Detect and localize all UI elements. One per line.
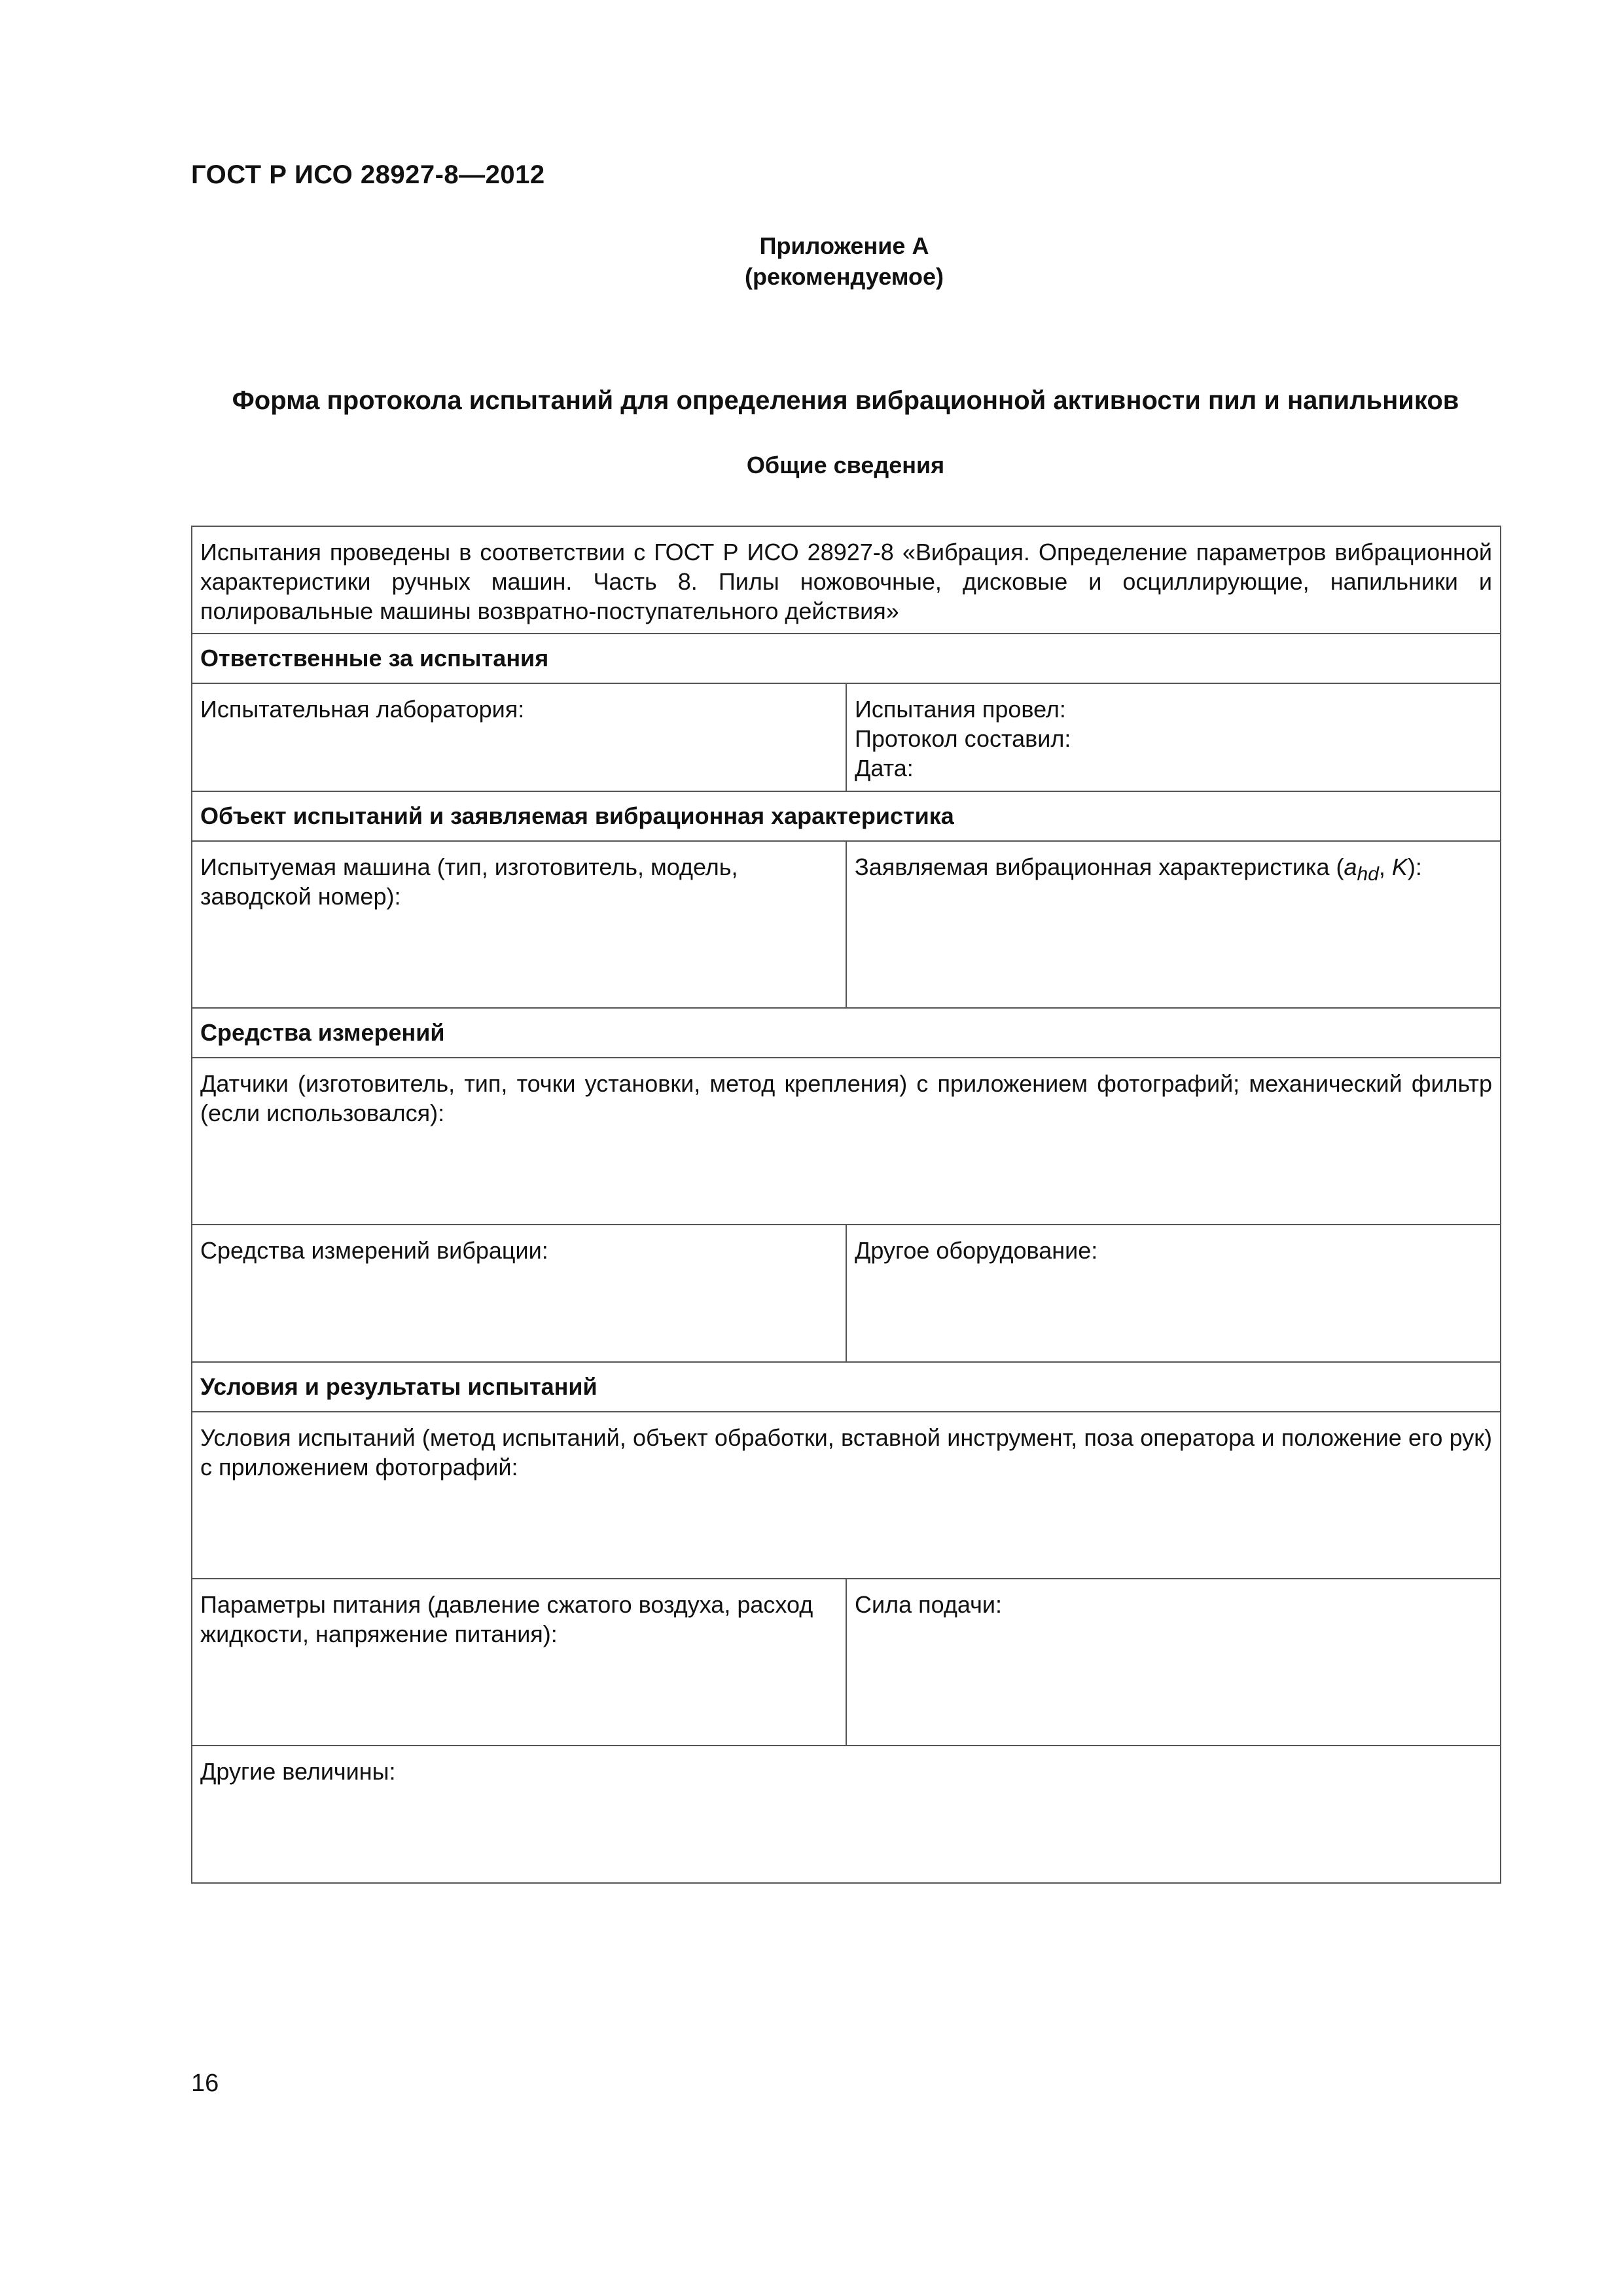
intro-cell: Испытания проведены в соответствии с ГОСТ Р ИСО 28927-8 «Вибрация. Определение параметров вибрационной характеристики ручных машин. Часть 8. Пилы ножовочные, дисковые и осциллирующие, напильники и полировальные машины возвратно-поступательного действия» bbox=[192, 526, 1501, 634]
machine-field[interactable]: Испытуемая машина (тип, изготовитель, модель, заводской номер): bbox=[192, 841, 846, 1008]
other-equipment-field[interactable]: Другое оборудование: bbox=[846, 1225, 1501, 1362]
declared-symbol-k: K bbox=[1391, 853, 1408, 880]
laboratory-field[interactable]: Испытательная лаборатория: bbox=[192, 683, 846, 791]
date-label: Дата: bbox=[855, 755, 914, 781]
feed-force-field[interactable]: Сила подачи: bbox=[846, 1579, 1501, 1746]
responsible-heading: Ответственные за испытания bbox=[192, 634, 1501, 683]
test-report-form-table bbox=[191, 526, 1501, 1884]
declared-characteristic-prefix: Заявляемая вибрационная характеристика ( bbox=[855, 853, 1344, 880]
form-title: Форма протокола испытаний для определения вибрационной активности пил и напильников bbox=[232, 386, 1459, 415]
declared-symbol-a: a bbox=[1344, 853, 1357, 880]
declared-characteristic-field[interactable] bbox=[846, 841, 1501, 1008]
instruments-heading: Средства измерений bbox=[192, 1008, 1501, 1058]
conditions-heading: Условия и результаты испытаний bbox=[192, 1362, 1501, 1412]
vibration-instruments-field[interactable]: Средства измерений вибрации: bbox=[192, 1225, 846, 1362]
report-by-label: Протокол составил: bbox=[855, 725, 1071, 752]
object-heading: Объект испытаний и заявляемая вибрационная характеристика bbox=[192, 791, 1501, 841]
page-number: 16 bbox=[191, 2070, 219, 2097]
annex-status-note: (рекомендуемое) bbox=[745, 263, 944, 290]
section-caption: Общие сведения bbox=[746, 452, 945, 478]
responsible-persons-field[interactable] bbox=[846, 683, 1501, 791]
annex-title: Приложение А bbox=[759, 232, 929, 259]
declared-separator: , bbox=[1378, 853, 1392, 880]
test-conditions-field[interactable]: Условия испытаний (метод испытаний, объект обработки, вставной инструмент, поза оператора и положение его рук) с приложением фотографий: bbox=[192, 1412, 1501, 1579]
other-values-field[interactable]: Другие величины: bbox=[192, 1746, 1501, 1883]
declared-characteristic-suffix: ): bbox=[1407, 853, 1422, 880]
document-code: ГОСТ Р ИСО 28927-8—2012 bbox=[191, 160, 545, 189]
conducted-by-label: Испытания провел: bbox=[855, 696, 1066, 723]
power-params-field[interactable]: Параметры питания (давление сжатого воздуха, расход жидкости, напряжение питания): bbox=[192, 1579, 846, 1746]
sensors-field[interactable]: Датчики (изготовитель, тип, точки установки, метод крепления) с приложением фотографий; механический фильтр (если использовался): bbox=[192, 1058, 1501, 1225]
declared-symbol-hd: hd bbox=[1357, 863, 1379, 886]
